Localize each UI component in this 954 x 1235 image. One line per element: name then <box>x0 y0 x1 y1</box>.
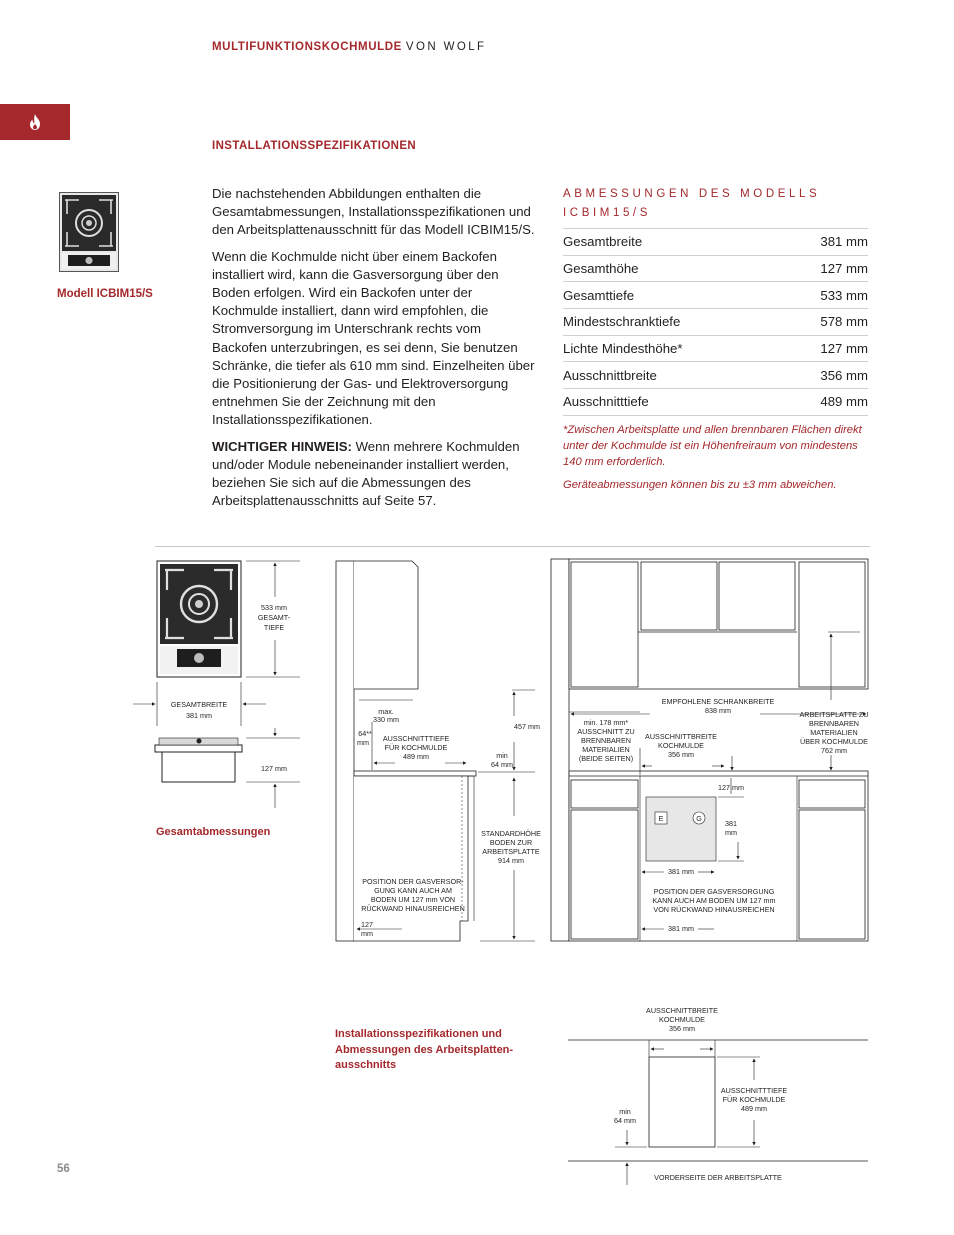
rec-label: 838 mm <box>705 706 731 715</box>
r381v-label: 381 <box>725 819 737 828</box>
important-note-text: Wenn mehrere Kochmulden und/oder Module nebeneinander installiert werden, beziehen Sie sich auf die Abmessungen des Arbeitsplattenausschnitts auf Seite 57. <box>212 438 520 509</box>
depth-label: 533 mm <box>261 603 287 612</box>
gas-label: POSITION DER GASVERSOR- <box>362 877 464 886</box>
r127-label: 127 mm <box>718 783 744 792</box>
gas2-label: VON RÜCKWAND HINAUSREICHEN <box>653 905 775 914</box>
row-value: 381 mm <box>820 234 868 250</box>
std-label: 914 mm <box>498 856 524 865</box>
cutout-depth-label: 489 mm <box>741 1104 767 1113</box>
model-label: Modell ICBIM15/S <box>57 288 153 300</box>
side-section-view <box>336 561 541 941</box>
width-label: 381 mm <box>186 711 212 720</box>
overall-dimensions-caption: Gesamtabmessungen <box>156 826 271 838</box>
cutdepth-label: AUSSCHNITTTIEFE <box>382 734 450 743</box>
h457-label: 457 mm <box>514 722 540 731</box>
width-label: GESAMTBREITE <box>170 700 228 709</box>
countertop-label: MATERIALIEN <box>810 728 858 737</box>
depth-label: GESAMT- <box>257 613 291 622</box>
row-label: Gesamtbreite <box>563 234 643 250</box>
important-note-label: WICHTIGER HINWEIS: <box>212 438 352 454</box>
clearance-note: *Zwischen Arbeitsplatte und allen brennbaren Flächen direkt unter der Kochmulde ist ein Höhenfreiraum von mindestens 140 mm erforderlich. <box>563 424 862 468</box>
min64-label: 64 mm <box>491 760 513 769</box>
row-label: Ausschnitttiefe <box>563 394 649 410</box>
min178-label: (BEIDE SEITEN) <box>578 754 634 763</box>
max-label: 330 mm <box>373 715 399 724</box>
cutout-width-label: KOCHMULDE <box>659 1015 705 1024</box>
cutout-width-label: AUSSCHNITTBREITE <box>646 1006 718 1015</box>
s127-label: 127 <box>361 920 373 929</box>
cutdepth-label: 489 mm <box>403 752 429 761</box>
countertop-front-label: VORDERSEITE DER ARBEITSPLATTE <box>654 1173 782 1182</box>
countertop-label: 762 mm <box>821 746 847 755</box>
depth-label: TIEFE <box>263 623 285 632</box>
countertop-label: ÜBER KOCHMULDE <box>800 737 868 746</box>
s127-label: mm <box>361 929 373 938</box>
row-value: 489 mm <box>820 394 868 410</box>
cutout-min-label: 64 mm <box>614 1116 636 1125</box>
h64-label: mm <box>357 738 369 747</box>
min178-label: AUSSCHNITT ZU <box>577 727 635 736</box>
gas-conn-label: G <box>696 814 702 823</box>
row-value: 578 mm <box>820 314 868 330</box>
std-label: BODEN ZUR <box>489 838 533 847</box>
cooktop-top-view <box>157 561 241 677</box>
gas-label: BODEN UM 127 mm VON <box>370 895 456 904</box>
max-label: max. <box>378 707 394 716</box>
countertop-label: ARBEITSPLATTE ZU <box>799 710 869 719</box>
dimensions-title: ABMESSUNGEN DES MODELLS ICBIM15/S <box>563 188 821 219</box>
rec-label: EMPFOHLENE SCHRANKBREITE <box>661 697 775 706</box>
gas2-label: KANN AUCH AM BODEN UM 127 mm <box>652 896 776 905</box>
installation-caption: Installationsspezifikationen und Abmessungen des Arbeitsplatten-ausschnitts <box>335 1028 514 1071</box>
gas-label: GUNG KANN AUCH AM <box>374 886 452 895</box>
min178-label: min. 178 mm* <box>583 718 629 727</box>
electric-label: E <box>658 814 664 823</box>
front-elevation-view <box>551 559 868 941</box>
row-value: 533 mm <box>820 287 868 303</box>
section-title: INSTALLATIONSSPEZIFIKATIONEN <box>212 140 417 152</box>
header-sub: VON WOLF <box>405 41 487 53</box>
width-dimension <box>133 682 266 726</box>
std-label: STANDARDHÖHE <box>481 829 541 838</box>
cutout-depth-label: FÜR KOCHMULDE <box>722 1095 786 1104</box>
h64-label: 64** <box>358 729 372 738</box>
min178-label: BRENNBAREN <box>581 736 631 745</box>
gas2-label: POSITION DER GASVERSORGUNG <box>653 887 775 896</box>
cutw-label: 356 mm <box>668 750 694 759</box>
cutw-label: AUSSCHNITTBREITE <box>645 732 717 741</box>
body-paragraph-2: Wenn die Kochmulde nicht über einem Backofen installiert wird, kann die Gasversorgung über den Boden erfolgen. Wird ein Backofen unter der Kochmulde installiert, dann wird empfohlen, die Stromversorgung im Unterschrank rechts vom Backofen unterzubringen, es sei denn, Sie benutzen Schränke, die tiefer als 610 mm sind. Einzelheiten über die Positionierung der Gas- und Elektroversorgung entnehmen Sie der Zeichnung mit den Installationsspezifikationen. <box>212 248 535 428</box>
r381h-label: 381 mm <box>668 867 694 876</box>
header-brand: MULTIFUNKTIONSKOCHMULDE <box>212 41 402 53</box>
tolerance-note: Geräteabmessungen können bis zu ±3 mm abweichen. <box>563 479 837 492</box>
cutout-depth-label: AUSSCHNITTTIEFE <box>720 1086 788 1095</box>
cooktop-side-view <box>155 728 300 808</box>
cutdepth-label: FÜR KOCHMULDE <box>384 743 448 752</box>
cutout-width-label: 356 mm <box>669 1024 695 1033</box>
cutw-label: KOCHMULDE <box>658 741 704 750</box>
countertop-label: BRENNBAREN <box>809 719 859 728</box>
min178-label: MATERIALIEN <box>582 745 630 754</box>
row-label: Lichte Mindesthöhe* <box>563 341 683 357</box>
cutout-min-label: min <box>619 1107 631 1116</box>
std-label: ARBEITSPLATTE <box>482 847 540 856</box>
height-label: 127 mm <box>261 764 287 773</box>
row-value: 127 mm <box>820 261 868 277</box>
r381v-label: mm <box>725 828 737 837</box>
row-label: Gesamthöhe <box>563 261 639 277</box>
min64-label: min <box>496 751 508 760</box>
page-number: 56 <box>57 1163 70 1175</box>
gas-label: RÜCKWAND HINAUSREICHEN <box>361 904 465 913</box>
depth-dimension <box>246 561 300 677</box>
cutout-diagram <box>568 1006 868 1185</box>
body-paragraph-1: Die nachstehenden Abbildungen enthalten die Gesamtabmessungen, Installationsspezifikationen und den Arbeitsplattenausschnitt für das Modell ICBIM15/S. <box>212 186 535 238</box>
row-label: Gesamttiefe <box>563 287 635 303</box>
row-value: 127 mm <box>820 341 868 357</box>
r381b-label: 381 mm <box>668 924 694 933</box>
row-label: Ausschnittbreite <box>563 367 657 383</box>
row-label: Mindestschranktiefe <box>563 314 681 330</box>
row-value: 356 mm <box>820 367 868 383</box>
